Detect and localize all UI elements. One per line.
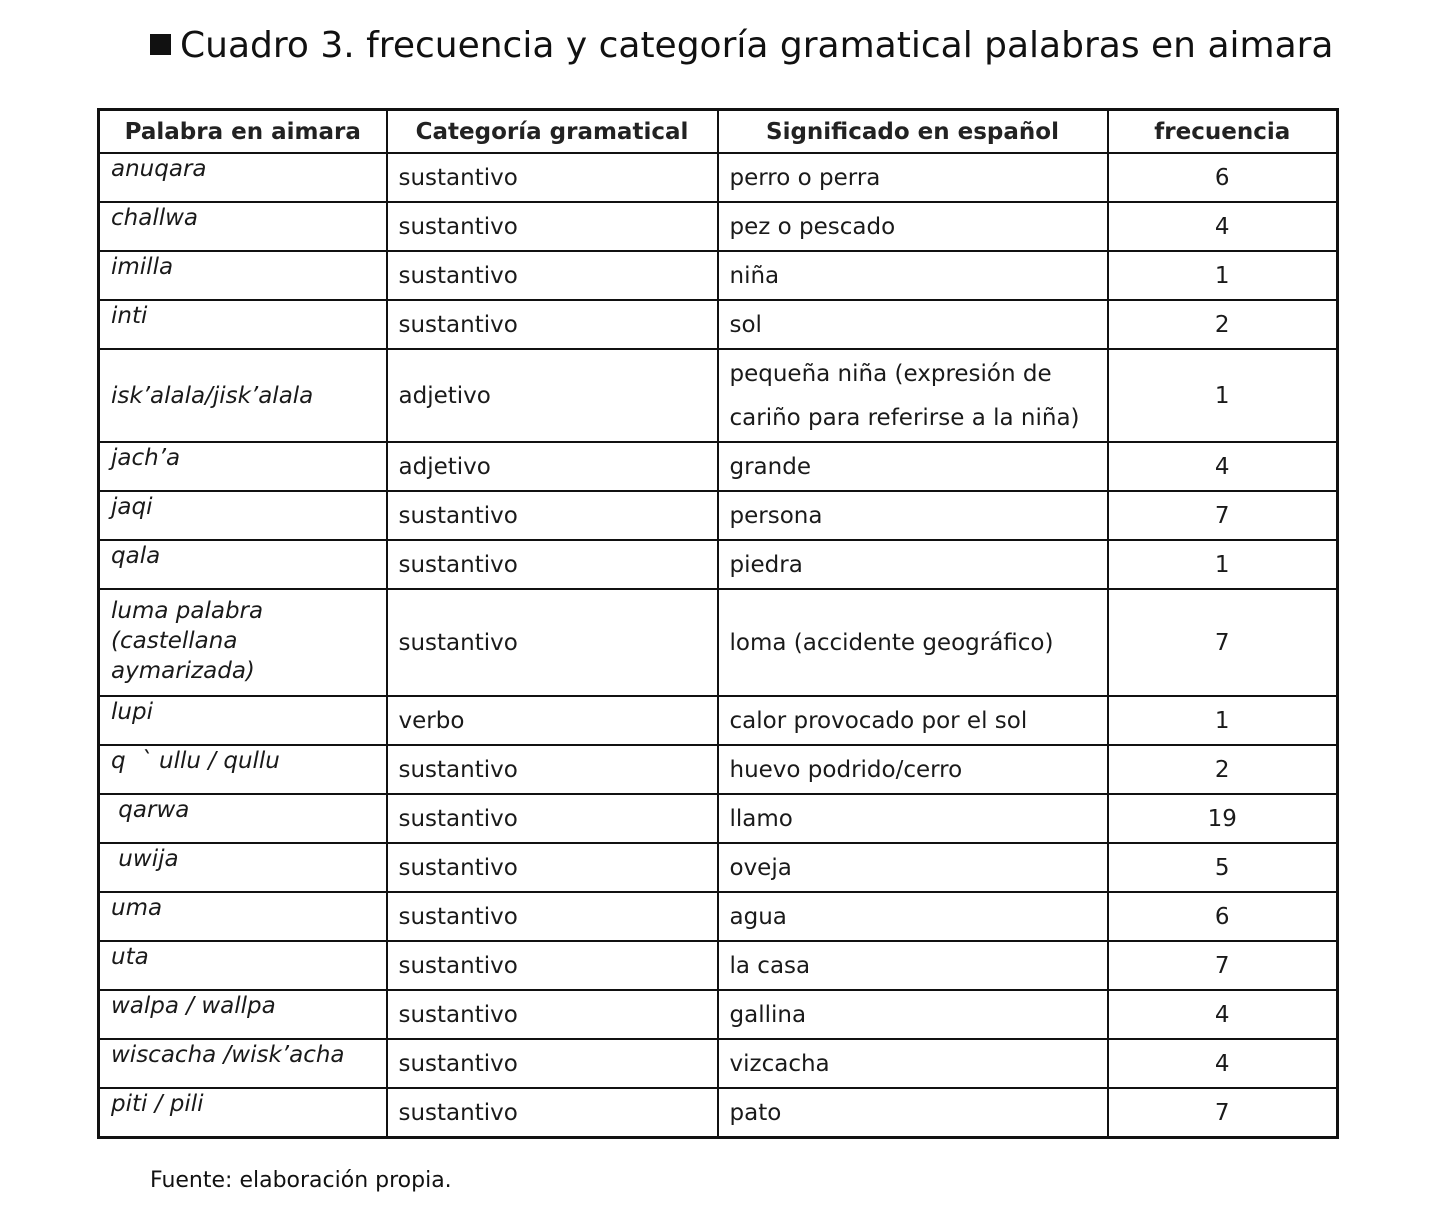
cell-word: uma — [99, 892, 387, 941]
cell-word: lupi — [99, 696, 387, 745]
cell-word: inti — [99, 300, 387, 349]
table-row — [99, 251, 1338, 300]
cell-meaning: pequeña niña (expresión de cariño para referirse a la niña) — [718, 349, 1108, 442]
cell-frequency: 4 — [1108, 202, 1338, 251]
cell-word: qala — [99, 540, 387, 589]
table-row — [99, 442, 1338, 491]
cell-word: uta — [99, 941, 387, 990]
cell-category: sustantivo — [387, 153, 718, 202]
cell-meaning: niña — [718, 251, 1108, 300]
cell-word: anuqara — [99, 153, 387, 202]
cell-category: sustantivo — [387, 300, 718, 349]
cell-word: q ` ullu / qullu — [99, 745, 387, 794]
table-title-text: Cuadro 3. frecuencia y categoría gramatical palabras en aimara — [180, 25, 1334, 66]
cell-word: walpa / wallpa — [99, 990, 387, 1039]
table-row — [99, 589, 1338, 696]
table-row — [99, 941, 1338, 990]
cell-meaning: perro o perra — [718, 153, 1108, 202]
cell-meaning: la casa — [718, 941, 1108, 990]
cell-category: sustantivo — [387, 589, 718, 696]
cell-frequency: 7 — [1108, 491, 1338, 540]
cell-category: sustantivo — [387, 251, 718, 300]
cell-meaning: persona — [718, 491, 1108, 540]
cell-category: sustantivo — [387, 745, 718, 794]
cell-category: sustantivo — [387, 540, 718, 589]
cell-word: wiscacha /wisk’acha — [99, 1039, 387, 1088]
source-note: Fuente: elaboración propia. — [150, 1168, 452, 1193]
cell-category: adjetivo — [387, 349, 718, 442]
cell-frequency: 5 — [1108, 843, 1338, 892]
table-row — [99, 540, 1338, 589]
cell-frequency: 6 — [1108, 892, 1338, 941]
cell-frequency: 2 — [1108, 300, 1338, 349]
table-title — [150, 22, 1410, 70]
cell-meaning: piedra — [718, 540, 1108, 589]
cell-frequency: 6 — [1108, 153, 1338, 202]
cell-meaning: oveja — [718, 843, 1108, 892]
cell-frequency: 7 — [1108, 1088, 1338, 1138]
cell-category: sustantivo — [387, 491, 718, 540]
cell-word: luma palabra (castellana aymarizada) — [99, 589, 387, 696]
cell-frequency: 4 — [1108, 442, 1338, 491]
cell-frequency: 1 — [1108, 251, 1338, 300]
cell-word: uwija — [99, 843, 387, 892]
header-category: Categoría gramatical — [387, 110, 718, 154]
table-row — [99, 843, 1338, 892]
cell-meaning: gallina — [718, 990, 1108, 1039]
cell-category: adjetivo — [387, 442, 718, 491]
cell-meaning: pato — [718, 1088, 1108, 1138]
cell-frequency: 4 — [1108, 1039, 1338, 1088]
table-row — [99, 1088, 1338, 1138]
header-word: Palabra en aimara — [99, 110, 387, 154]
header-meaning: Significado en español — [718, 110, 1108, 154]
table-row — [99, 349, 1338, 442]
cell-category: sustantivo — [387, 794, 718, 843]
cell-frequency: 7 — [1108, 589, 1338, 696]
header-frequency: frecuencia — [1108, 110, 1338, 154]
cell-word: imilla — [99, 251, 387, 300]
cell-category: sustantivo — [387, 990, 718, 1039]
table-row — [99, 696, 1338, 745]
table-row — [99, 1039, 1338, 1088]
table-row — [99, 202, 1338, 251]
square-bullet-icon — [150, 34, 171, 55]
cell-category: verbo — [387, 696, 718, 745]
cell-word: isk’alala/jisk’alala — [99, 349, 387, 442]
cell-word: piti / pili — [99, 1088, 387, 1138]
cell-meaning: grande — [718, 442, 1108, 491]
word-frequency-table — [97, 108, 1339, 1139]
cell-meaning: llamo — [718, 794, 1108, 843]
cell-meaning: calor provocado por el sol — [718, 696, 1108, 745]
header-row — [99, 110, 1338, 154]
cell-frequency: 1 — [1108, 696, 1338, 745]
cell-meaning: sol — [718, 300, 1108, 349]
cell-frequency: 19 — [1108, 794, 1338, 843]
cell-meaning: agua — [718, 892, 1108, 941]
cell-meaning: huevo podrido/cerro — [718, 745, 1108, 794]
table-row — [99, 300, 1338, 349]
cell-category: sustantivo — [387, 892, 718, 941]
cell-category: sustantivo — [387, 1088, 718, 1138]
cell-category: sustantivo — [387, 202, 718, 251]
cell-frequency: 7 — [1108, 941, 1338, 990]
cell-category: sustantivo — [387, 1039, 718, 1088]
cell-word: jaqi — [99, 491, 387, 540]
cell-category: sustantivo — [387, 941, 718, 990]
table-row — [99, 794, 1338, 843]
cell-frequency: 1 — [1108, 540, 1338, 589]
cell-meaning: pez o pescado — [718, 202, 1108, 251]
table-row — [99, 745, 1338, 794]
cell-frequency: 2 — [1108, 745, 1338, 794]
table-row — [99, 153, 1338, 202]
cell-meaning: vizcacha — [718, 1039, 1108, 1088]
table-row — [99, 892, 1338, 941]
cell-word: jach’a — [99, 442, 387, 491]
cell-word: qarwa — [99, 794, 387, 843]
cell-word: challwa — [99, 202, 387, 251]
table-row — [99, 491, 1338, 540]
table-row — [99, 990, 1338, 1039]
cell-meaning: loma (accidente geográfico) — [718, 589, 1108, 696]
cell-category: sustantivo — [387, 843, 718, 892]
cell-frequency: 4 — [1108, 990, 1338, 1039]
cell-frequency: 1 — [1108, 349, 1338, 442]
